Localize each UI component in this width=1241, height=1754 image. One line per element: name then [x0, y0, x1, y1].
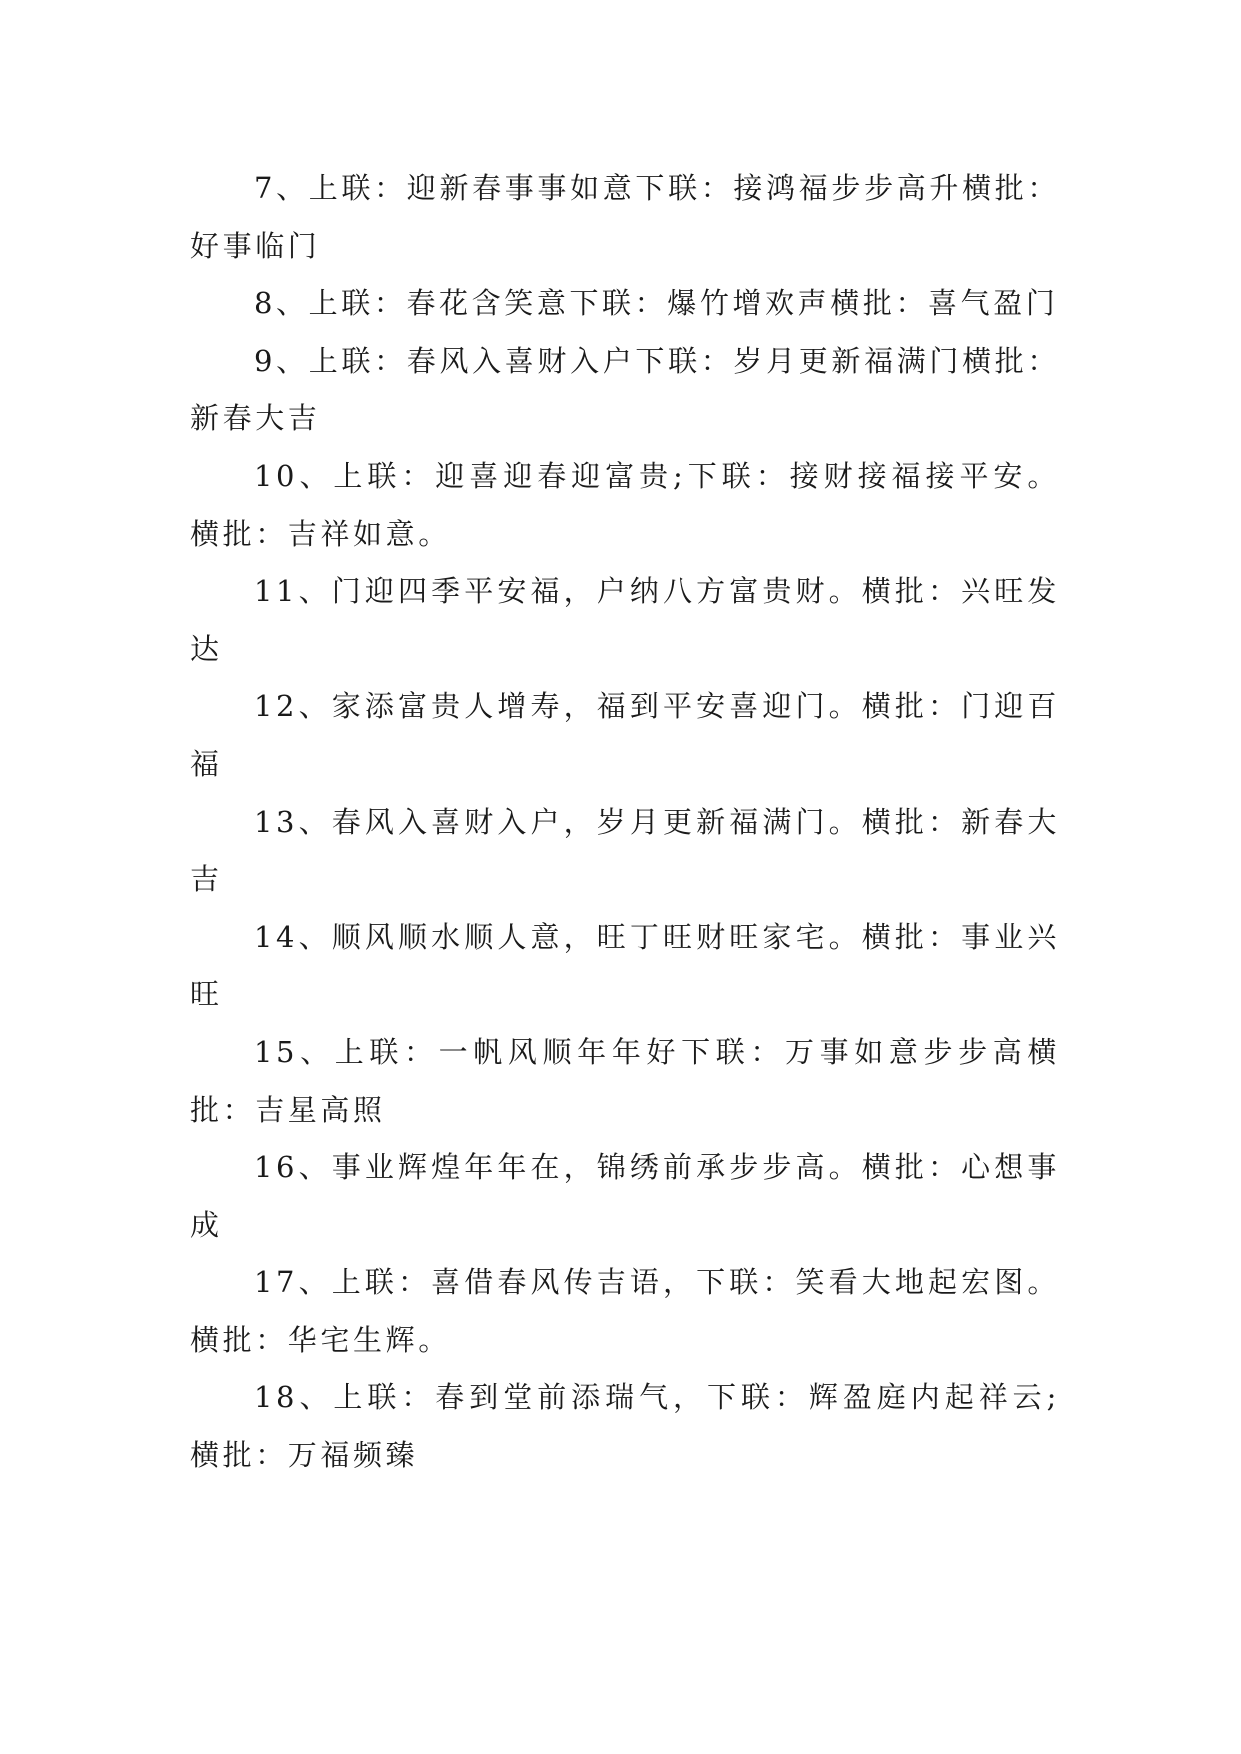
couplet-paragraph-11: 11、门迎四季平安福，户纳八方富贵财。横批：兴旺发达	[190, 574, 1060, 666]
couplet-paragraph-10: 10、上联：迎喜迎春迎富贵;下联：接财接福接平安。横批：吉祥如意。	[190, 458, 1060, 551]
couplet-paragraph-17: 17、上联：喜借春风传吉语，下联：笑看大地起宏图。横批：华宅生辉。	[190, 1265, 1060, 1357]
couplet-paragraph-12: 12、家添富贵人增寿，福到平安喜迎门。横批：门迎百福	[190, 689, 1060, 781]
couplet-paragraph-7: 7、上联：迎新春事事如意下联：接鸿福步步高升横批：好事临门	[190, 171, 1060, 263]
couplet-paragraph-8: 8、上联：春花含笑意下联：爆竹增欢声横批：喜气盈门	[254, 286, 1059, 321]
couplet-paragraph-14: 14、顺风顺水顺人意，旺丁旺财旺家宅。横批：事业兴旺	[190, 919, 1060, 1012]
couplet-paragraph-16: 16、事业辉煌年年在，锦绣前承步步高。横批：心想事成	[190, 1150, 1060, 1242]
couplet-paragraph-9: 9、上联：春风入喜财入户下联：岁月更新福满门横批：新春大吉	[190, 343, 1060, 436]
couplet-paragraph-18: 18、上联：春到堂前添瑞气，下联：辉盈庭内起祥云;横批：万福频臻	[190, 1380, 1060, 1473]
couplet-paragraph-15: 15、上联：一帆风顺年年好下联：万事如意步步高横批：吉星高照	[190, 1034, 1060, 1127]
couplet-paragraph-13: 13、春风入喜财入户，岁月更新福满门。横批：新春大吉	[190, 804, 1060, 897]
document-body	[190, 160, 1060, 1485]
